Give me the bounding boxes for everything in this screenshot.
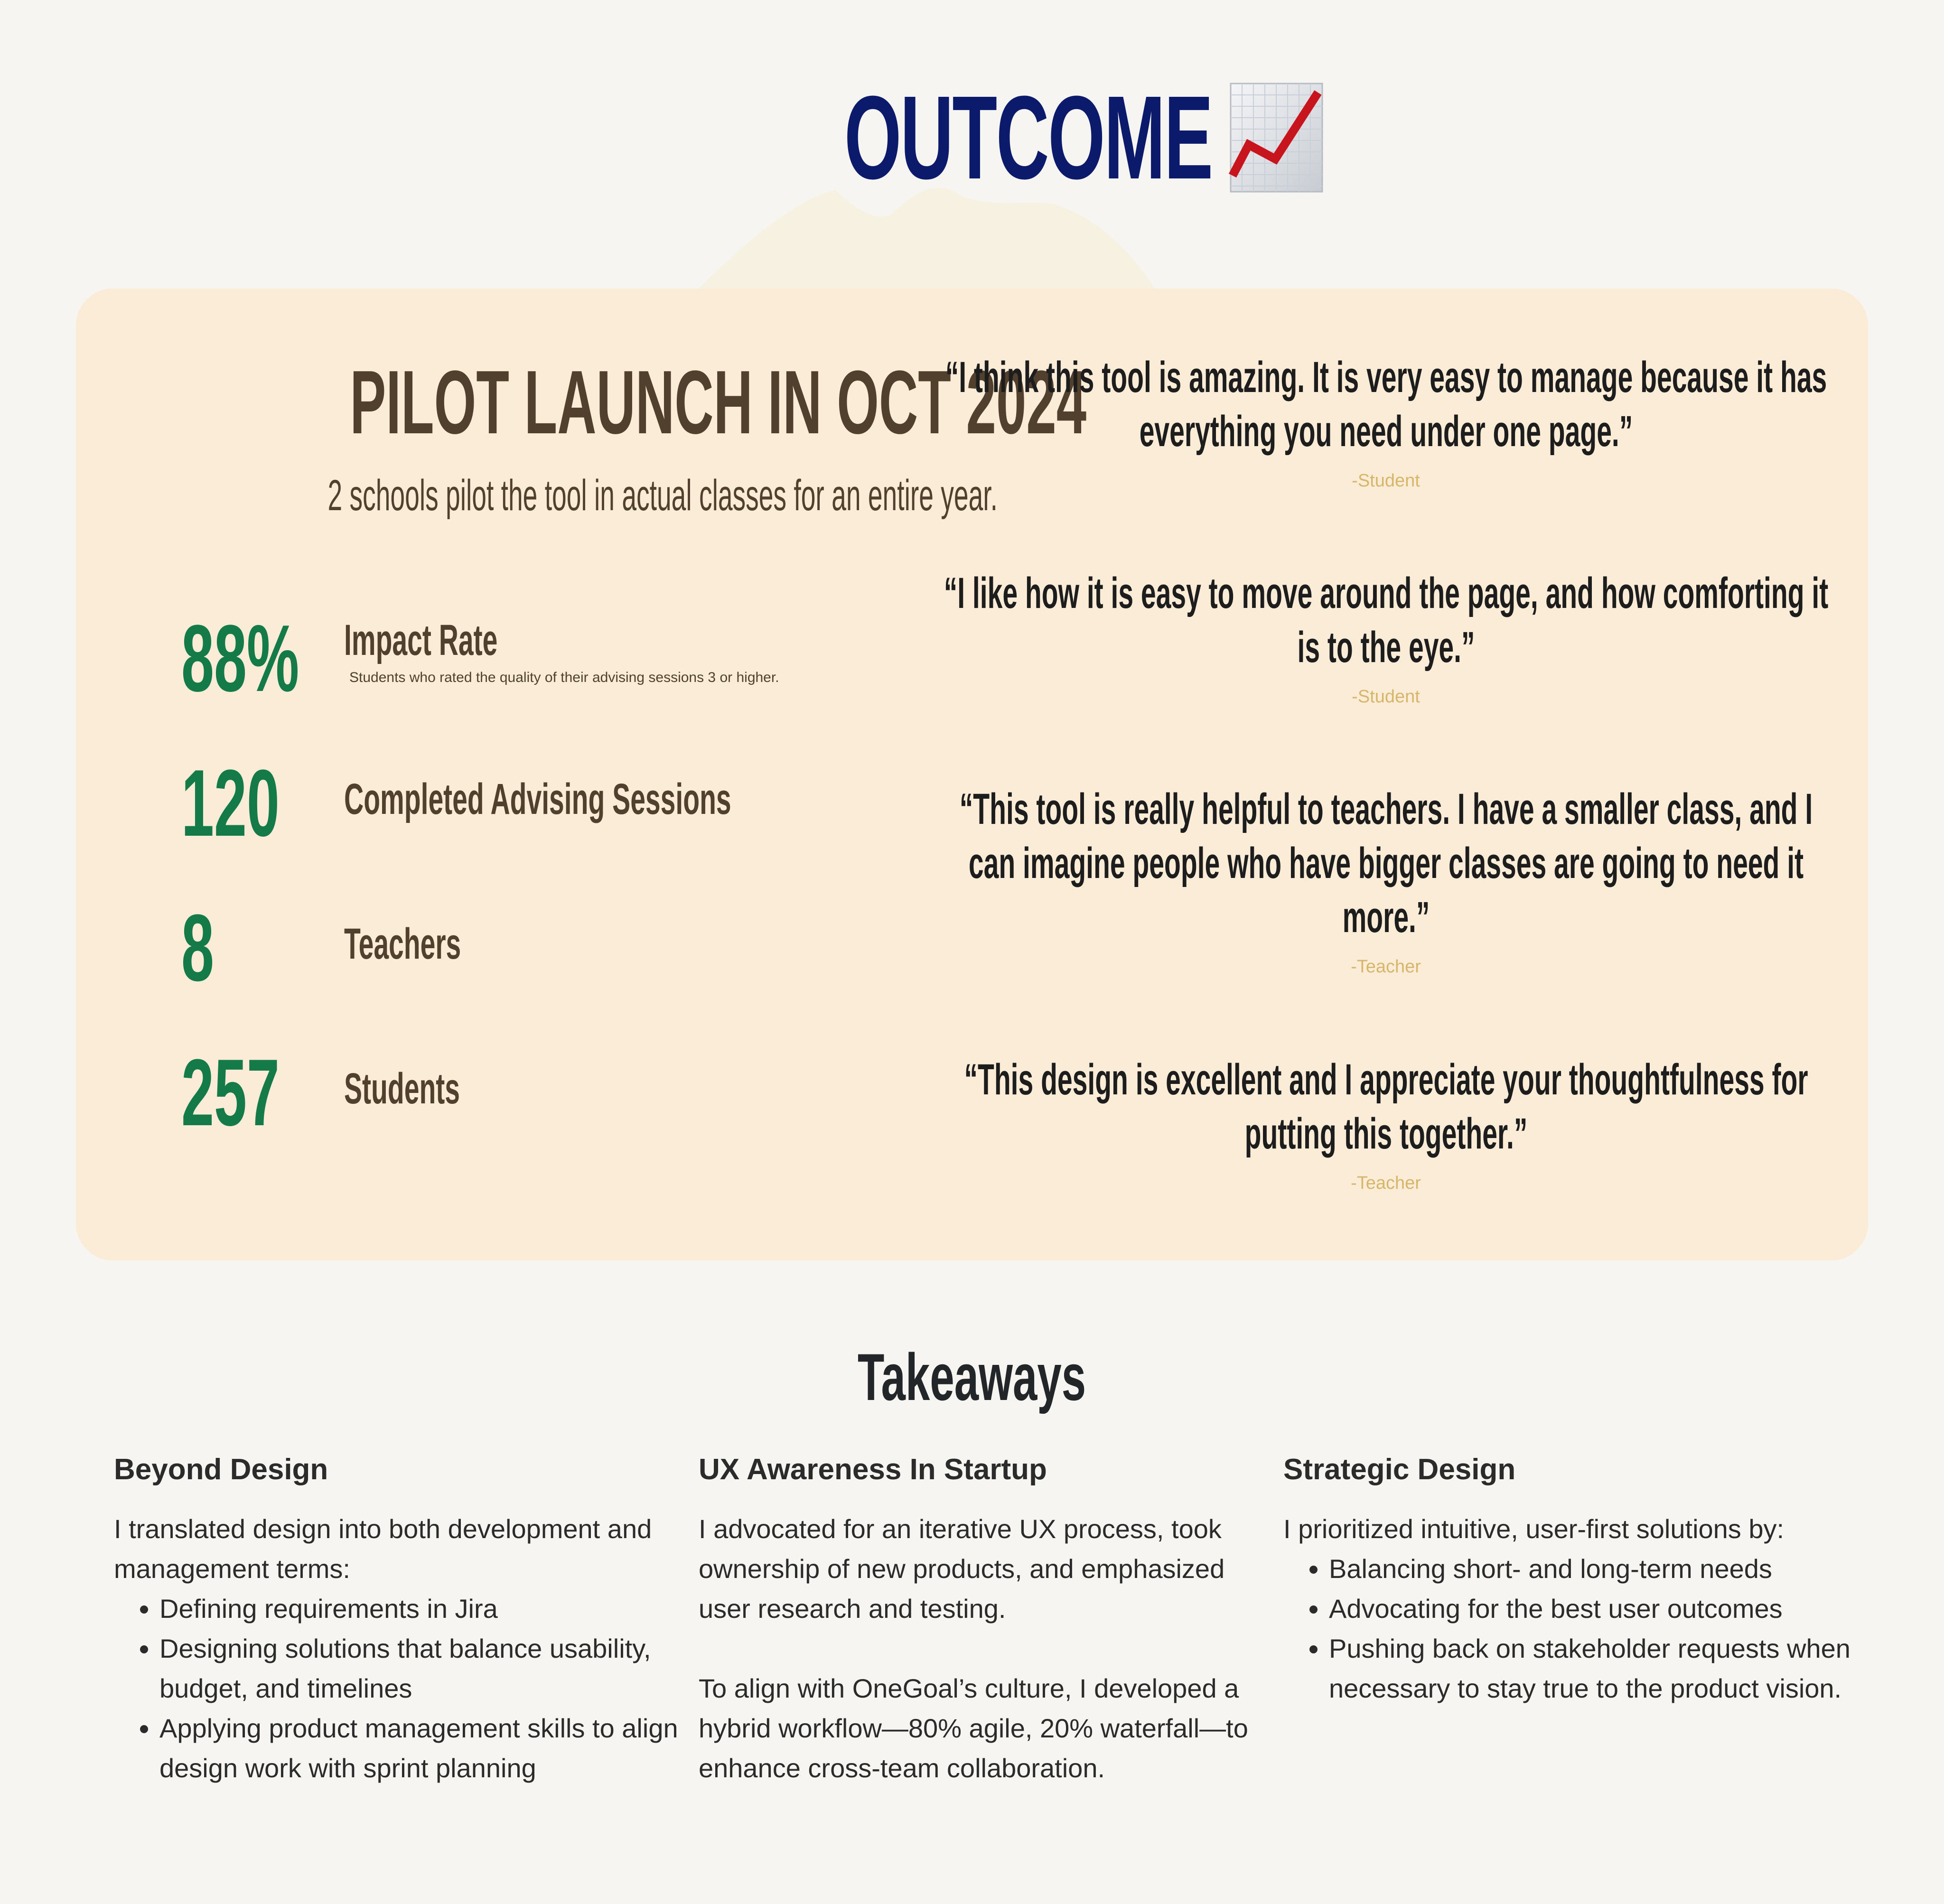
stat-students-label: Students — [344, 1064, 460, 1113]
takeaway-heading: Beyond Design — [114, 1453, 328, 1486]
takeaways-title: Takeaways — [858, 1340, 1086, 1414]
pilot-card — [76, 289, 1868, 1260]
stat-impact-rate-note: Students who rated the quality of their advising sessions 3 or higher. — [349, 670, 779, 685]
takeaway-heading: UX Awareness In Startup — [699, 1453, 1047, 1486]
quote-1-author: -Student — [1352, 471, 1420, 491]
quote-3-author: -Teacher — [1351, 957, 1421, 977]
quote-2-text: “I like how it is easy to move around the page, and how comforting it is to the eye.” — [944, 569, 1828, 672]
quote-1-text: “I think this tool is amazing. It is very easy to manage because it has everything you need under one page.” — [945, 353, 1827, 456]
decorative-hill — [693, 180, 1158, 294]
takeaway-strategic-design — [1283, 1452, 1853, 1708]
quote-4-text: “This design is excellent and I appreciate your thoughtfulness for putting this together.” — [963, 1055, 1808, 1158]
quote-4-author: -Teacher — [1351, 1173, 1421, 1193]
takeaway-ux-awareness — [699, 1452, 1268, 1788]
list-item: • Defining requirements in Jira — [159, 1589, 683, 1629]
stat-teachers-label: Teachers — [344, 920, 461, 968]
stat-students-value: 257 — [181, 1040, 280, 1146]
takeaway-paragraph: To align with OneGoal’s culture, I developed a hybrid workflow—80% agile, 20% waterfall—to enhance cross-team collaboration. — [699, 1673, 1248, 1783]
takeaway-paragraph: I advocated for an iterative UX process, took ownership of new products, and emphasized user research and testing. — [699, 1514, 1225, 1624]
quote-3-text: “This tool is really helpful to teachers. I have a smaller class, and I can imagine people who have bigger classes are going to need it more.” — [959, 785, 1813, 942]
quote-3 — [935, 782, 1837, 976]
list-item: • Designing solutions that balance usability, budget, and timelines — [159, 1629, 683, 1708]
pilot-title: PILOT LAUNCH IN OCT 2024 — [350, 352, 1087, 453]
quote-2 — [935, 566, 1837, 706]
chart-increasing-icon — [1228, 81, 1325, 195]
list-item: • Applying product management skills to align design work with sprint planning — [159, 1708, 683, 1788]
stat-impact-rate-value: 88% — [181, 606, 299, 711]
takeaway-intro: I prioritized intuitive, user-first solutions by: — [1283, 1514, 1785, 1544]
list-item: • Pushing back on stakeholder requests when necessary to stay true to the product vision. — [1329, 1629, 1853, 1708]
list-item: • Balancing short- and long-term needs — [1329, 1549, 1853, 1589]
takeaway-bullet-list — [114, 1589, 683, 1788]
stat-sessions-label: Completed Advising Sessions — [344, 775, 731, 823]
takeaway-heading: Strategic Design — [1283, 1453, 1516, 1486]
stat-teachers-value: 8 — [181, 895, 214, 1001]
takeaway-beyond-design — [114, 1452, 683, 1788]
outcome-title: OUTCOME — [844, 71, 1212, 204]
quote-2-author: -Student — [1352, 687, 1420, 707]
takeaway-bullet-list — [1283, 1549, 1853, 1708]
pilot-subtitle: 2 schools pilot the tool in actual classes for an entire year. — [327, 471, 998, 520]
quote-1 — [935, 350, 1837, 490]
stat-impact-rate-label: Impact Rate — [344, 616, 498, 664]
quote-4 — [935, 1053, 1837, 1192]
stat-sessions-value: 120 — [181, 750, 280, 856]
list-item: • Advocating for the best user outcomes — [1329, 1589, 1853, 1629]
takeaway-intro: I translated design into both development and management terms: — [114, 1514, 652, 1584]
